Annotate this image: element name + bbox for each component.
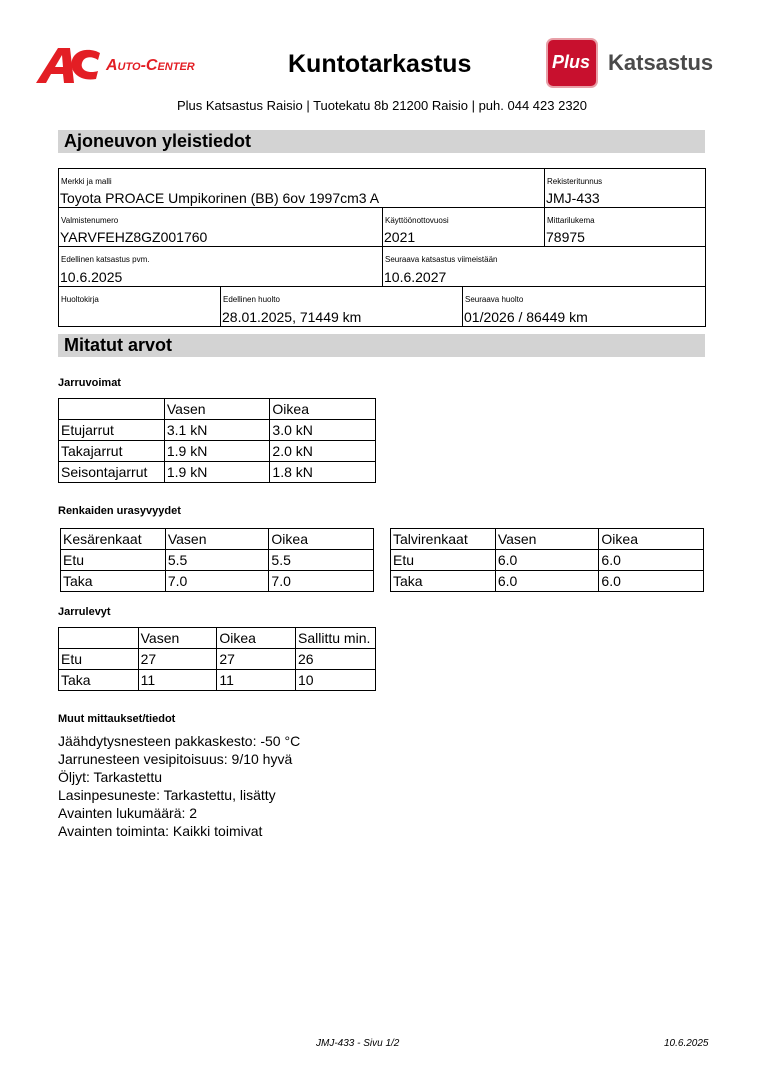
section-measured-values	[58, 334, 705, 357]
table-row	[391, 571, 704, 592]
table-cell: Sallittu min.	[296, 628, 376, 649]
list-item: Lasinpesuneste: Tarkastettu, lisätty	[58, 787, 276, 803]
table-cell: 5.5	[165, 550, 269, 571]
table-cell: 7.0	[269, 571, 374, 592]
winter-tyres-table	[390, 528, 704, 592]
summer-tyres-table	[60, 528, 374, 592]
table-cell: 2.0 kN	[270, 441, 376, 462]
list-item: Öljyt: Tarkastettu	[58, 769, 163, 785]
field-vin	[58, 207, 383, 247]
field-next-service	[462, 286, 706, 327]
table-cell: Vasen	[165, 529, 269, 550]
table-cell: 7.0	[165, 571, 269, 592]
table-cell: Oikea	[269, 529, 374, 550]
field-first-use	[382, 207, 545, 247]
field-label: Valmistenumero	[61, 216, 119, 225]
other-measurements-list	[58, 732, 300, 840]
section-title: Ajoneuvon yleistiedot	[64, 131, 252, 151]
plus-katsastus-logo	[546, 38, 728, 88]
table-cell: Oikea	[599, 529, 704, 550]
table-row	[59, 462, 376, 483]
field-next-inspection	[382, 246, 706, 287]
field-value: 01/2026 / 86449 km	[464, 309, 588, 325]
field-value: 10.6.2027	[384, 269, 447, 285]
list-item: Avainten lukumäärä: 2	[58, 805, 198, 821]
field-label: Seuraava huolto	[465, 295, 524, 304]
table-cell: 6.0	[495, 571, 599, 592]
field-value: 2021	[384, 229, 416, 245]
table-cell: Vasen	[495, 529, 599, 550]
auto-center-logo	[36, 46, 222, 86]
table-cell: 1.9 kN	[164, 441, 270, 462]
table-cell: Vasen	[138, 628, 217, 649]
brake-discs-title: Jarrulevyt	[58, 606, 111, 618]
page-title: Kuntotarkastus	[288, 50, 472, 78]
table-cell: 11	[138, 670, 217, 691]
table-cell: Etu	[61, 550, 166, 571]
field-label: Edellinen katsastus pvm.	[61, 255, 150, 264]
brake-discs-table	[58, 627, 376, 691]
table-cell: 3.0 kN	[270, 420, 376, 441]
table-row	[59, 441, 376, 462]
field-value: 78975	[546, 229, 585, 245]
table-cell: Seisontajarrut	[59, 462, 165, 483]
field-odometer	[544, 207, 706, 247]
field-make-model	[58, 168, 545, 208]
table-cell	[59, 628, 139, 649]
brake-forces-title: Jarruvoimat	[58, 377, 121, 389]
tyre-depths-title: Renkaiden urasyvyydet	[58, 505, 181, 517]
table-row	[59, 649, 376, 670]
footer-date: 10.6.2025	[664, 1038, 709, 1049]
table-cell: Talvirenkaat	[391, 529, 496, 550]
table-cell: 1.8 kN	[270, 462, 376, 483]
field-service-book	[58, 286, 221, 327]
table-header-row	[61, 529, 374, 550]
table-cell: Vasen	[164, 399, 270, 420]
table-cell: 6.0	[599, 550, 704, 571]
list-item: Avainten toiminta: Kaikki toimivat	[58, 823, 263, 839]
table-cell: 11	[217, 670, 296, 691]
plus-badge	[548, 40, 596, 86]
field-label: Huoltokirja	[61, 295, 99, 304]
table-cell: Etu	[391, 550, 496, 571]
table-cell: 27	[138, 649, 217, 670]
table-cell: Taka	[61, 571, 166, 592]
table-cell: 10	[296, 670, 376, 691]
table-row	[59, 420, 376, 441]
table-cell: 6.0	[599, 571, 704, 592]
table-cell: Taka	[59, 670, 139, 691]
field-value: 10.6.2025	[60, 269, 123, 285]
brake-forces-table	[58, 398, 376, 483]
other-measurements-title: Muut mittaukset/tiedot	[58, 713, 176, 725]
vehicle-info-grid	[58, 168, 706, 327]
field-label: Mittarilukema	[547, 216, 595, 225]
field-prev-inspection	[58, 246, 383, 287]
field-label: Edellinen huolto	[223, 295, 280, 304]
field-value: JMJ-433	[546, 190, 600, 206]
field-value: YARVFEHZ8GZ001760	[60, 229, 208, 245]
table-cell: 26	[296, 649, 376, 670]
list-item: Jäähdytysnesteen pakkaskesto: -50 °C	[58, 733, 301, 749]
table-cell	[59, 399, 165, 420]
table-row	[391, 550, 704, 571]
section-title: Mitatut arvot	[64, 335, 172, 355]
table-header-row	[59, 628, 376, 649]
field-label: Käyttöönottovuosi	[385, 216, 449, 225]
table-cell: 5.5	[269, 550, 374, 571]
section-vehicle-info	[58, 130, 705, 153]
field-label: Rekisteritunnus	[547, 177, 603, 186]
list-item: Jarrunesteen vesipitoisuus: 9/10 hyvä	[58, 751, 293, 767]
table-header-row	[391, 529, 704, 550]
table-row	[61, 571, 374, 592]
table-cell: 1.9 kN	[164, 462, 270, 483]
table-cell: Kesärenkaat	[61, 529, 166, 550]
field-value: 28.01.2025, 71449 km	[222, 309, 362, 325]
table-cell: Oikea	[270, 399, 376, 420]
table-cell: Oikea	[217, 628, 296, 649]
plus-badge-text: Plus	[552, 52, 591, 72]
table-cell: Taka	[391, 571, 496, 592]
field-label: Seuraava katsastus viimeistään	[385, 255, 498, 264]
table-cell: Etujarrut	[59, 420, 165, 441]
auto-center-logo-text: Auto-Center	[106, 57, 195, 74]
table-row	[59, 670, 376, 691]
katsastus-logo-text: Katsastus	[608, 50, 714, 75]
table-cell: Etu	[59, 649, 139, 670]
address-line: Plus Katsastus Raisio | Tuotekatu 8b 21200 Raisio | puh. 044 423 2320	[176, 98, 588, 113]
footer-page-number: JMJ-433 - Sivu 1/2	[316, 1038, 400, 1049]
table-header-row	[59, 399, 376, 420]
table-cell: 3.1 kN	[164, 420, 270, 441]
table-row	[61, 550, 374, 571]
field-prev-service	[220, 286, 463, 327]
table-cell: 6.0	[495, 550, 599, 571]
field-registration	[544, 168, 706, 208]
table-cell: Takajarrut	[59, 441, 165, 462]
table-cell: 27	[217, 649, 296, 670]
field-label: Merkki ja malli	[61, 177, 112, 186]
field-value: Toyota PROACE Umpikorinen (BB) 6ov 1997cm3 A	[60, 190, 380, 206]
